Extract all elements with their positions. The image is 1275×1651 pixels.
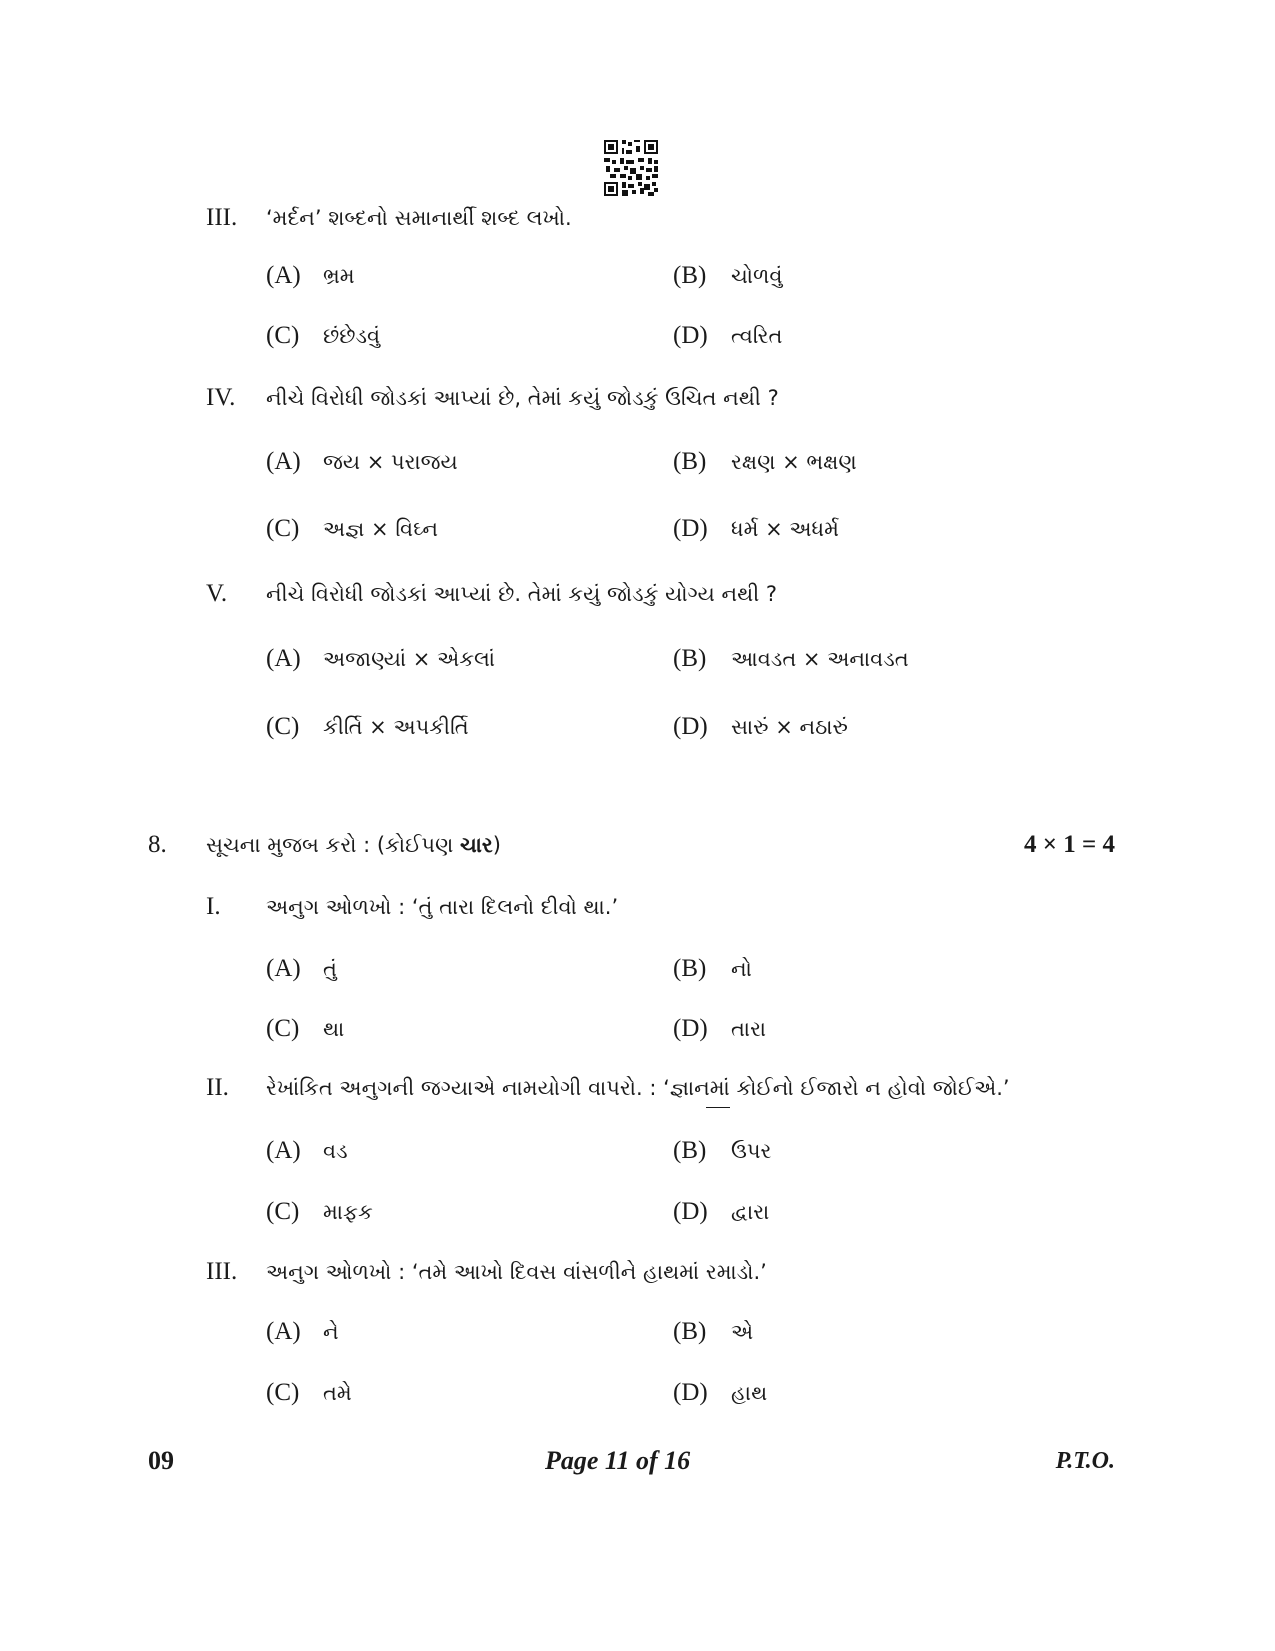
question-text: અનુગ ઓળખો : ‘તું તારા દિલનો દીવો થા.’ [266,895,619,919]
question-number: I. [206,893,221,920]
option-text: આવડત × અનાવડત [731,647,909,671]
instruction-prefix: સૂચના મુજબ કરો : (કોઈપણ [206,833,460,857]
option-text: ઉપર [731,1139,772,1163]
option-text: તું [323,957,337,981]
question-text: નીચે વિરોધી જોડકાં આપ્યાં છે, તેમાં કયું જોડકું ઉચિત નથી ? [266,386,779,410]
option-label: (D) [673,322,708,349]
option-text: ત્વરિત [731,324,783,348]
question-text: રેખાંકિત અનુગની જગ્યાએ નામયોગી વાપરો. : ‘જ્ઞાનમાં કોઈનો ઈજારો ન હોવો જોઈએ.’ [266,1076,1010,1100]
question-number: II. [206,1074,229,1101]
instruction-bold: ચાર [459,833,493,857]
option-label: (B) [673,448,707,475]
option-text: અજાણ્યાં × એકલાં [323,647,496,671]
option-text: ભ્રમ [323,264,355,288]
option-text: હાથ [731,1381,768,1405]
option-text: એ [731,1320,754,1344]
option-text: ને [323,1320,339,1344]
option-text: ધર્મ × અધર્મ [731,517,839,541]
pto-label: P.T.O. [1055,1448,1115,1474]
option-text: અજ્ઞ × વિઘ્ન [323,517,439,541]
option-label: (D) [673,1198,708,1225]
marks-allocation: 4 × 1 = 4 [1024,831,1115,858]
option-label: (A) [266,955,301,982]
question-number: IV. [206,384,236,411]
paper-code: 09 [148,1446,174,1475]
option-label: (A) [266,1137,301,1164]
question-number: 8. [148,831,167,858]
option-label: (C) [266,515,300,542]
question-number: III. [206,1258,238,1285]
option-label: (C) [266,322,300,349]
qr-code-icon [604,140,658,196]
underline-mark [706,1107,730,1108]
option-label: (B) [673,955,707,982]
option-label: (C) [266,1015,300,1042]
option-label: (C) [266,713,300,740]
option-text: કીર્તિ × અપકીર્તિ [323,715,469,739]
option-label: (D) [673,713,708,740]
option-text: વડ [323,1139,348,1163]
option-text: નો [731,957,752,981]
option-text: રક્ષણ × ભક્ષણ [731,450,857,474]
option-label: (C) [266,1198,300,1225]
question-text: નીચે વિરોધી જોડકાં આપ્યાં છે. તેમાં કયું જોડકું યોગ્ય નથી ? [266,582,778,606]
question-number: V. [206,580,228,607]
option-label: (C) [266,1379,300,1406]
question-text: અનુગ ઓળખો : ‘તમે આખો દિવસ વાંસળીને હાથમાં રમાડો.’ [266,1260,767,1284]
option-label: (B) [673,1137,707,1164]
option-label: (D) [673,1015,708,1042]
option-label: (A) [266,1318,301,1345]
instruction-suffix: ) [492,833,501,857]
option-label: (B) [673,645,707,672]
option-text: તમે [323,1381,352,1405]
option-label: (D) [673,515,708,542]
option-text: દ્વારા [731,1200,770,1224]
option-text: તારા [731,1017,767,1041]
question-number: III. [206,204,238,231]
option-text: થા [323,1017,345,1041]
option-text: ચોળવું [731,264,783,288]
option-label: (B) [673,262,707,289]
option-text: જય × પરાજય [323,450,458,474]
option-text: સારું × નઠારું [731,715,848,739]
option-label: (A) [266,262,301,289]
option-label: (A) [266,448,301,475]
option-label: (D) [673,1379,708,1406]
option-label: (A) [266,645,301,672]
page-number: Page 11 of 16 [545,1446,691,1475]
option-text: છંછેડવું [323,324,381,348]
question-text: ‘મર્દન’ શબ્દનો સમાનાર્થી શબ્દ લખો. [266,206,572,230]
option-text: માફક [323,1200,373,1224]
question-instruction [206,833,501,858]
option-label: (B) [673,1318,707,1345]
